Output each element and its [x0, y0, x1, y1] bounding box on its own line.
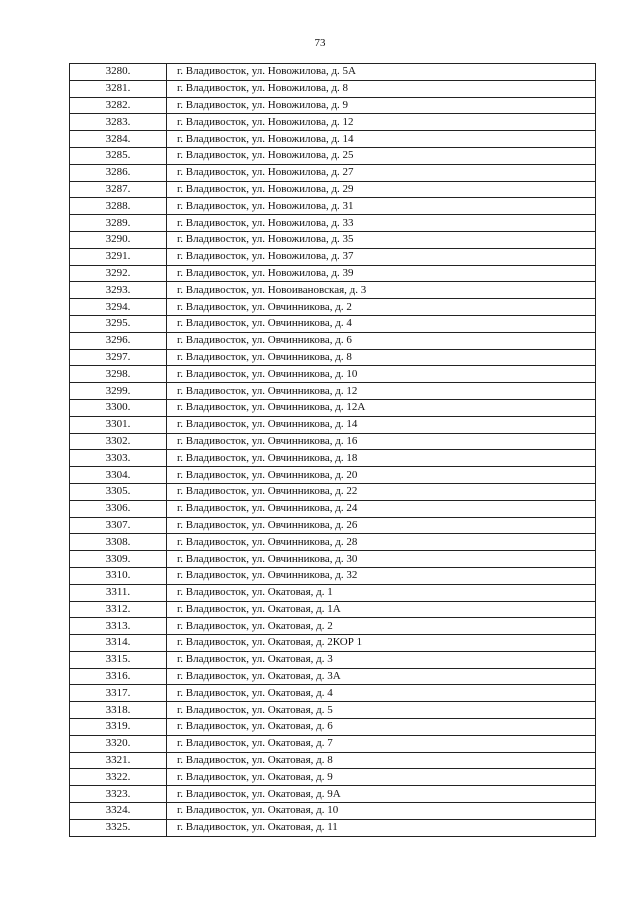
- table-row: [70, 248, 596, 265]
- row-number: 3293.: [70, 282, 167, 299]
- table-row: [70, 819, 596, 836]
- table-row: [70, 534, 596, 551]
- row-address: г. Владивосток, ул. Окатовая, д. 2: [167, 618, 596, 635]
- row-number: 3282.: [70, 97, 167, 114]
- row-number: 3322.: [70, 769, 167, 786]
- table-row: [70, 231, 596, 248]
- table-row: [70, 164, 596, 181]
- row-number: 3289.: [70, 215, 167, 232]
- row-address: г. Владивосток, ул. Новожилова, д. 8: [167, 80, 596, 97]
- row-address: г. Владивосток, ул. Овчинникова, д. 12А: [167, 399, 596, 416]
- address-table: [69, 63, 596, 837]
- table-row: [70, 651, 596, 668]
- row-address: г. Владивосток, ул. Новожилова, д. 29: [167, 181, 596, 198]
- row-address: г. Владивосток, ул. Овчинникова, д. 30: [167, 551, 596, 568]
- table-row: [70, 399, 596, 416]
- table-row: [70, 349, 596, 366]
- table-row: [70, 383, 596, 400]
- row-address: г. Владивосток, ул. Новожилова, д. 9: [167, 97, 596, 114]
- row-address: г. Владивосток, ул. Овчинникова, д. 32: [167, 567, 596, 584]
- row-address: г. Владивосток, ул. Овчинникова, д. 8: [167, 349, 596, 366]
- row-number: 3324.: [70, 803, 167, 820]
- table-row: [70, 769, 596, 786]
- row-number: 3290.: [70, 231, 167, 248]
- row-number: 3313.: [70, 618, 167, 635]
- table-row: [70, 450, 596, 467]
- row-number: 3301.: [70, 416, 167, 433]
- row-number: 3280.: [70, 64, 167, 81]
- row-number: 3298.: [70, 366, 167, 383]
- row-address: г. Владивосток, ул. Новожилова, д. 33: [167, 215, 596, 232]
- table-row: [70, 147, 596, 164]
- table-row: [70, 735, 596, 752]
- row-number: 3288.: [70, 198, 167, 215]
- row-number: 3317.: [70, 685, 167, 702]
- table-row: [70, 702, 596, 719]
- row-number: 3312.: [70, 601, 167, 618]
- page-number: 73: [314, 37, 326, 49]
- table-row: [70, 517, 596, 534]
- row-address: г. Владивосток, ул. Овчинникова, д. 18: [167, 450, 596, 467]
- table-row: [70, 551, 596, 568]
- row-address: г. Владивосток, ул. Новожилова, д. 5А: [167, 64, 596, 81]
- row-address: г. Владивосток, ул. Овчинникова, д. 16: [167, 433, 596, 450]
- table-row: [70, 97, 596, 114]
- row-address: г. Владивосток, ул. Окатовая, д. 4: [167, 685, 596, 702]
- table-row: [70, 719, 596, 736]
- table-row: [70, 635, 596, 652]
- table-row: [70, 198, 596, 215]
- table-row: [70, 601, 596, 618]
- row-address: г. Владивосток, ул. Овчинникова, д. 12: [167, 383, 596, 400]
- table-row: [70, 668, 596, 685]
- row-number: 3300.: [70, 399, 167, 416]
- table-row: [70, 803, 596, 820]
- row-number: 3314.: [70, 635, 167, 652]
- row-address: г. Владивосток, ул. Овчинникова, д. 20: [167, 467, 596, 484]
- row-address: г. Владивосток, ул. Овчинникова, д. 28: [167, 534, 596, 551]
- row-address: г. Владивосток, ул. Овчинникова, д. 6: [167, 332, 596, 349]
- table-row: [70, 64, 596, 81]
- row-number: 3323.: [70, 786, 167, 803]
- row-address: г. Владивосток, ул. Овчинникова, д. 2: [167, 299, 596, 316]
- row-address: г. Владивосток, ул. Окатовая, д. 9А: [167, 786, 596, 803]
- row-address: г. Владивосток, ул. Овчинникова, д. 26: [167, 517, 596, 534]
- row-number: 3308.: [70, 534, 167, 551]
- row-address: г. Владивосток, ул. Овчинникова, д. 4: [167, 315, 596, 332]
- row-address: г. Владивосток, ул. Окатовая, д. 3А: [167, 668, 596, 685]
- row-address: г. Владивосток, ул. Новожилова, д. 31: [167, 198, 596, 215]
- table-row: [70, 416, 596, 433]
- row-number: 3311.: [70, 584, 167, 601]
- row-number: 3296.: [70, 332, 167, 349]
- row-number: 3318.: [70, 702, 167, 719]
- table-row: [70, 80, 596, 97]
- table-row: [70, 752, 596, 769]
- row-address: г. Владивосток, ул. Овчинникова, д. 14: [167, 416, 596, 433]
- row-address: г. Владивосток, ул. Окатовая, д. 1: [167, 584, 596, 601]
- row-address: г. Владивосток, ул. Новожилова, д. 39: [167, 265, 596, 282]
- table-row: [70, 584, 596, 601]
- row-number: 3297.: [70, 349, 167, 366]
- row-number: 3305.: [70, 483, 167, 500]
- row-number: 3286.: [70, 164, 167, 181]
- table-row: [70, 114, 596, 131]
- row-address: г. Владивосток, ул. Окатовая, д. 7: [167, 735, 596, 752]
- table-row: [70, 181, 596, 198]
- row-number: 3316.: [70, 668, 167, 685]
- row-address: г. Владивосток, ул. Окатовая, д. 11: [167, 819, 596, 836]
- table-row: [70, 786, 596, 803]
- row-address: г. Владивосток, ул. Окатовая, д. 1А: [167, 601, 596, 618]
- row-number: 3304.: [70, 467, 167, 484]
- row-number: 3287.: [70, 181, 167, 198]
- address-table-body: [70, 64, 596, 837]
- row-number: 3309.: [70, 551, 167, 568]
- row-address: г. Владивосток, ул. Новоивановская, д. 3: [167, 282, 596, 299]
- row-number: 3319.: [70, 719, 167, 736]
- row-number: 3321.: [70, 752, 167, 769]
- row-address: г. Владивосток, ул. Окатовая, д. 10: [167, 803, 596, 820]
- row-address: г. Владивосток, ул. Новожилова, д. 37: [167, 248, 596, 265]
- table-row: [70, 366, 596, 383]
- row-number: 3325.: [70, 819, 167, 836]
- row-number: 3310.: [70, 567, 167, 584]
- row-address: г. Владивосток, ул. Овчинникова, д. 24: [167, 500, 596, 517]
- table-row: [70, 467, 596, 484]
- table-row: [70, 685, 596, 702]
- table-row: [70, 500, 596, 517]
- table-row: [70, 215, 596, 232]
- row-number: 3281.: [70, 80, 167, 97]
- row-address: г. Владивосток, ул. Окатовая, д. 2КОР 1: [167, 635, 596, 652]
- table-row: [70, 332, 596, 349]
- row-number: 3291.: [70, 248, 167, 265]
- table-row: [70, 433, 596, 450]
- row-number: 3303.: [70, 450, 167, 467]
- table-row: [70, 265, 596, 282]
- row-address: г. Владивосток, ул. Окатовая, д. 8: [167, 752, 596, 769]
- row-number: 3295.: [70, 315, 167, 332]
- table-row: [70, 567, 596, 584]
- row-number: 3292.: [70, 265, 167, 282]
- row-number: 3307.: [70, 517, 167, 534]
- row-number: 3284.: [70, 131, 167, 148]
- row-address: г. Владивосток, ул. Овчинникова, д. 10: [167, 366, 596, 383]
- table-row: [70, 131, 596, 148]
- table-row: [70, 282, 596, 299]
- row-address: г. Владивосток, ул. Окатовая, д. 3: [167, 651, 596, 668]
- row-address: г. Владивосток, ул. Окатовая, д. 6: [167, 719, 596, 736]
- row-address: г. Владивосток, ул. Овчинникова, д. 22: [167, 483, 596, 500]
- row-number: 3320.: [70, 735, 167, 752]
- table-row: [70, 618, 596, 635]
- row-address: г. Владивосток, ул. Новожилова, д. 12: [167, 114, 596, 131]
- row-number: 3283.: [70, 114, 167, 131]
- row-address: г. Владивосток, ул. Окатовая, д. 5: [167, 702, 596, 719]
- table-row: [70, 299, 596, 316]
- row-number: 3285.: [70, 147, 167, 164]
- row-address: г. Владивосток, ул. Новожилова, д. 14: [167, 131, 596, 148]
- row-address: г. Владивосток, ул. Новожилова, д. 35: [167, 231, 596, 248]
- row-number: 3294.: [70, 299, 167, 316]
- row-number: 3306.: [70, 500, 167, 517]
- row-number: 3315.: [70, 651, 167, 668]
- row-address: г. Владивосток, ул. Новожилова, д. 25: [167, 147, 596, 164]
- row-number: 3299.: [70, 383, 167, 400]
- row-address: г. Владивосток, ул. Окатовая, д. 9: [167, 769, 596, 786]
- table-row: [70, 315, 596, 332]
- row-address: г. Владивосток, ул. Новожилова, д. 27: [167, 164, 596, 181]
- row-number: 3302.: [70, 433, 167, 450]
- table-row: [70, 483, 596, 500]
